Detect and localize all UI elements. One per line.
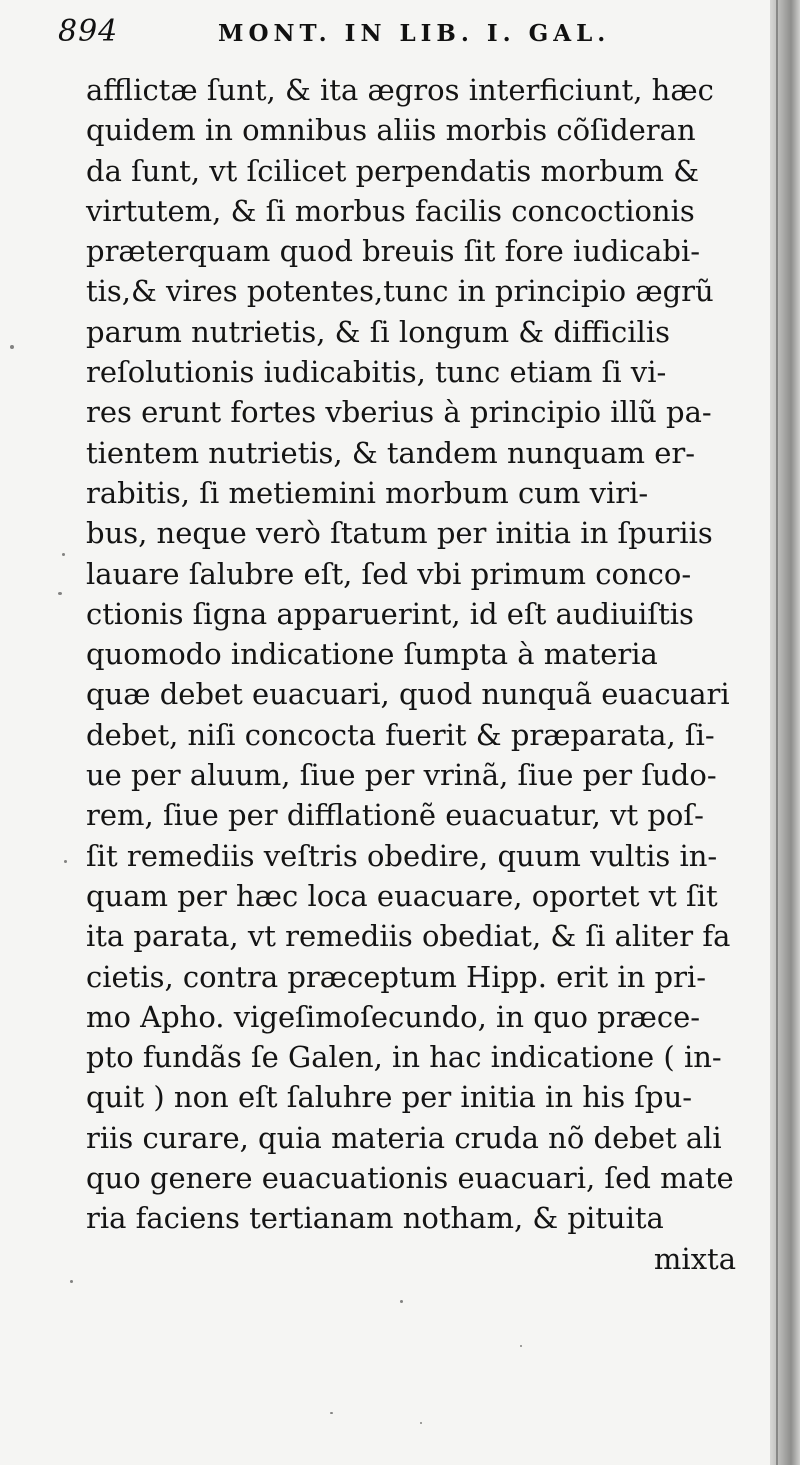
ink-speck	[520, 1345, 522, 1347]
text-line: lauare ſalubre eſt, ſed vbi primum conco-	[86, 556, 692, 591]
text-line: quam per hæc loca euacuare, oportet vt ſit	[86, 878, 718, 913]
ink-speck	[62, 553, 65, 556]
text-line: debet, niſi concocta fuerit & præparata, ſi-	[86, 717, 715, 752]
text-line: ctionis ſigna apparuerint, id eſt audiuiſtis	[86, 596, 694, 631]
ink-speck	[70, 1280, 73, 1283]
text-line: tis,& vires potentes,tunc in principio ægrũ	[86, 274, 714, 309]
text-line: cietis, contra præceptum Hipp. erit in pri-	[86, 959, 707, 994]
body-text	[86, 70, 736, 1279]
text-line: res erunt fortes vberius à principio illũ pa-	[86, 395, 712, 430]
text-line: ſit remediis veſtris obedire, quum vultis in-	[86, 838, 718, 873]
text-line: quit ) non eſt ſaluhre per initia in his ſpu-	[86, 1080, 693, 1115]
text-line: quæ debet euacuari, quod nunquã euacuari	[86, 677, 730, 712]
page-number: 894	[58, 14, 119, 49]
ink-speck	[58, 592, 62, 595]
text-line: reſolutionis iudicabitis, tunc etiam ſi vi-	[86, 355, 667, 390]
text-line: tientem nutrietis, & tandem nunquam er-	[86, 435, 696, 470]
page-gutter	[770, 0, 800, 1465]
text-line: rem, ſiue per difflationẽ euacuatur, vt poſ-	[86, 798, 704, 833]
text-line: riis curare, quia materia cruda nõ debet ali	[86, 1120, 722, 1155]
text-line: bus, neque verò ſtatum per initia in ſpuriis	[86, 516, 713, 551]
text-line: quidem in omnibus aliis morbis cõſideran	[86, 113, 696, 148]
gutter-edge	[776, 0, 778, 1465]
text-line: mo Apho. vigeſimoſecundo, in quo præce-	[86, 999, 701, 1034]
text-line: quo genere euacuationis euacuari, ſed mate	[86, 1161, 734, 1196]
text-line: afflictæ ſunt, & ita ægros interficiunt, hæc	[86, 73, 714, 107]
text-line: pto fundãs ſe Galen, in hac indicatione ( in-	[86, 1040, 722, 1075]
text-line: ria faciens tertianam notham, & pituita	[86, 1201, 664, 1236]
text-line: rabitis, ſi metiemini morbum cum viri-	[86, 475, 649, 510]
ink-speck	[330, 1412, 333, 1414]
catchword: mixta	[653, 1241, 736, 1276]
ink-speck	[10, 345, 14, 349]
ink-speck	[400, 1300, 403, 1303]
text-line: præterquam quod breuis ſit fore iudicabi-	[86, 234, 701, 269]
ink-speck	[64, 860, 67, 863]
running-title: MONT. IN LIB. I. GAL.	[218, 20, 611, 47]
text-line: quomodo indicatione ſumpta à materia	[86, 637, 658, 672]
text-line: ita parata, vt remediis obediat, & ſi aliter fa	[86, 919, 731, 954]
text-line: parum nutrietis, & ſi longum & difficilis	[86, 314, 670, 349]
page-header	[58, 14, 748, 64]
ink-speck	[420, 1422, 422, 1424]
text-line: virtutem, & ſi morbus facilis concoctionis	[86, 193, 695, 228]
text-line: ue per aluum, ſiue per vrinã, ſiue per ſudo-	[86, 758, 717, 793]
text-line: da ſunt, vt ſcilicet perpendatis morbum &	[86, 153, 700, 188]
